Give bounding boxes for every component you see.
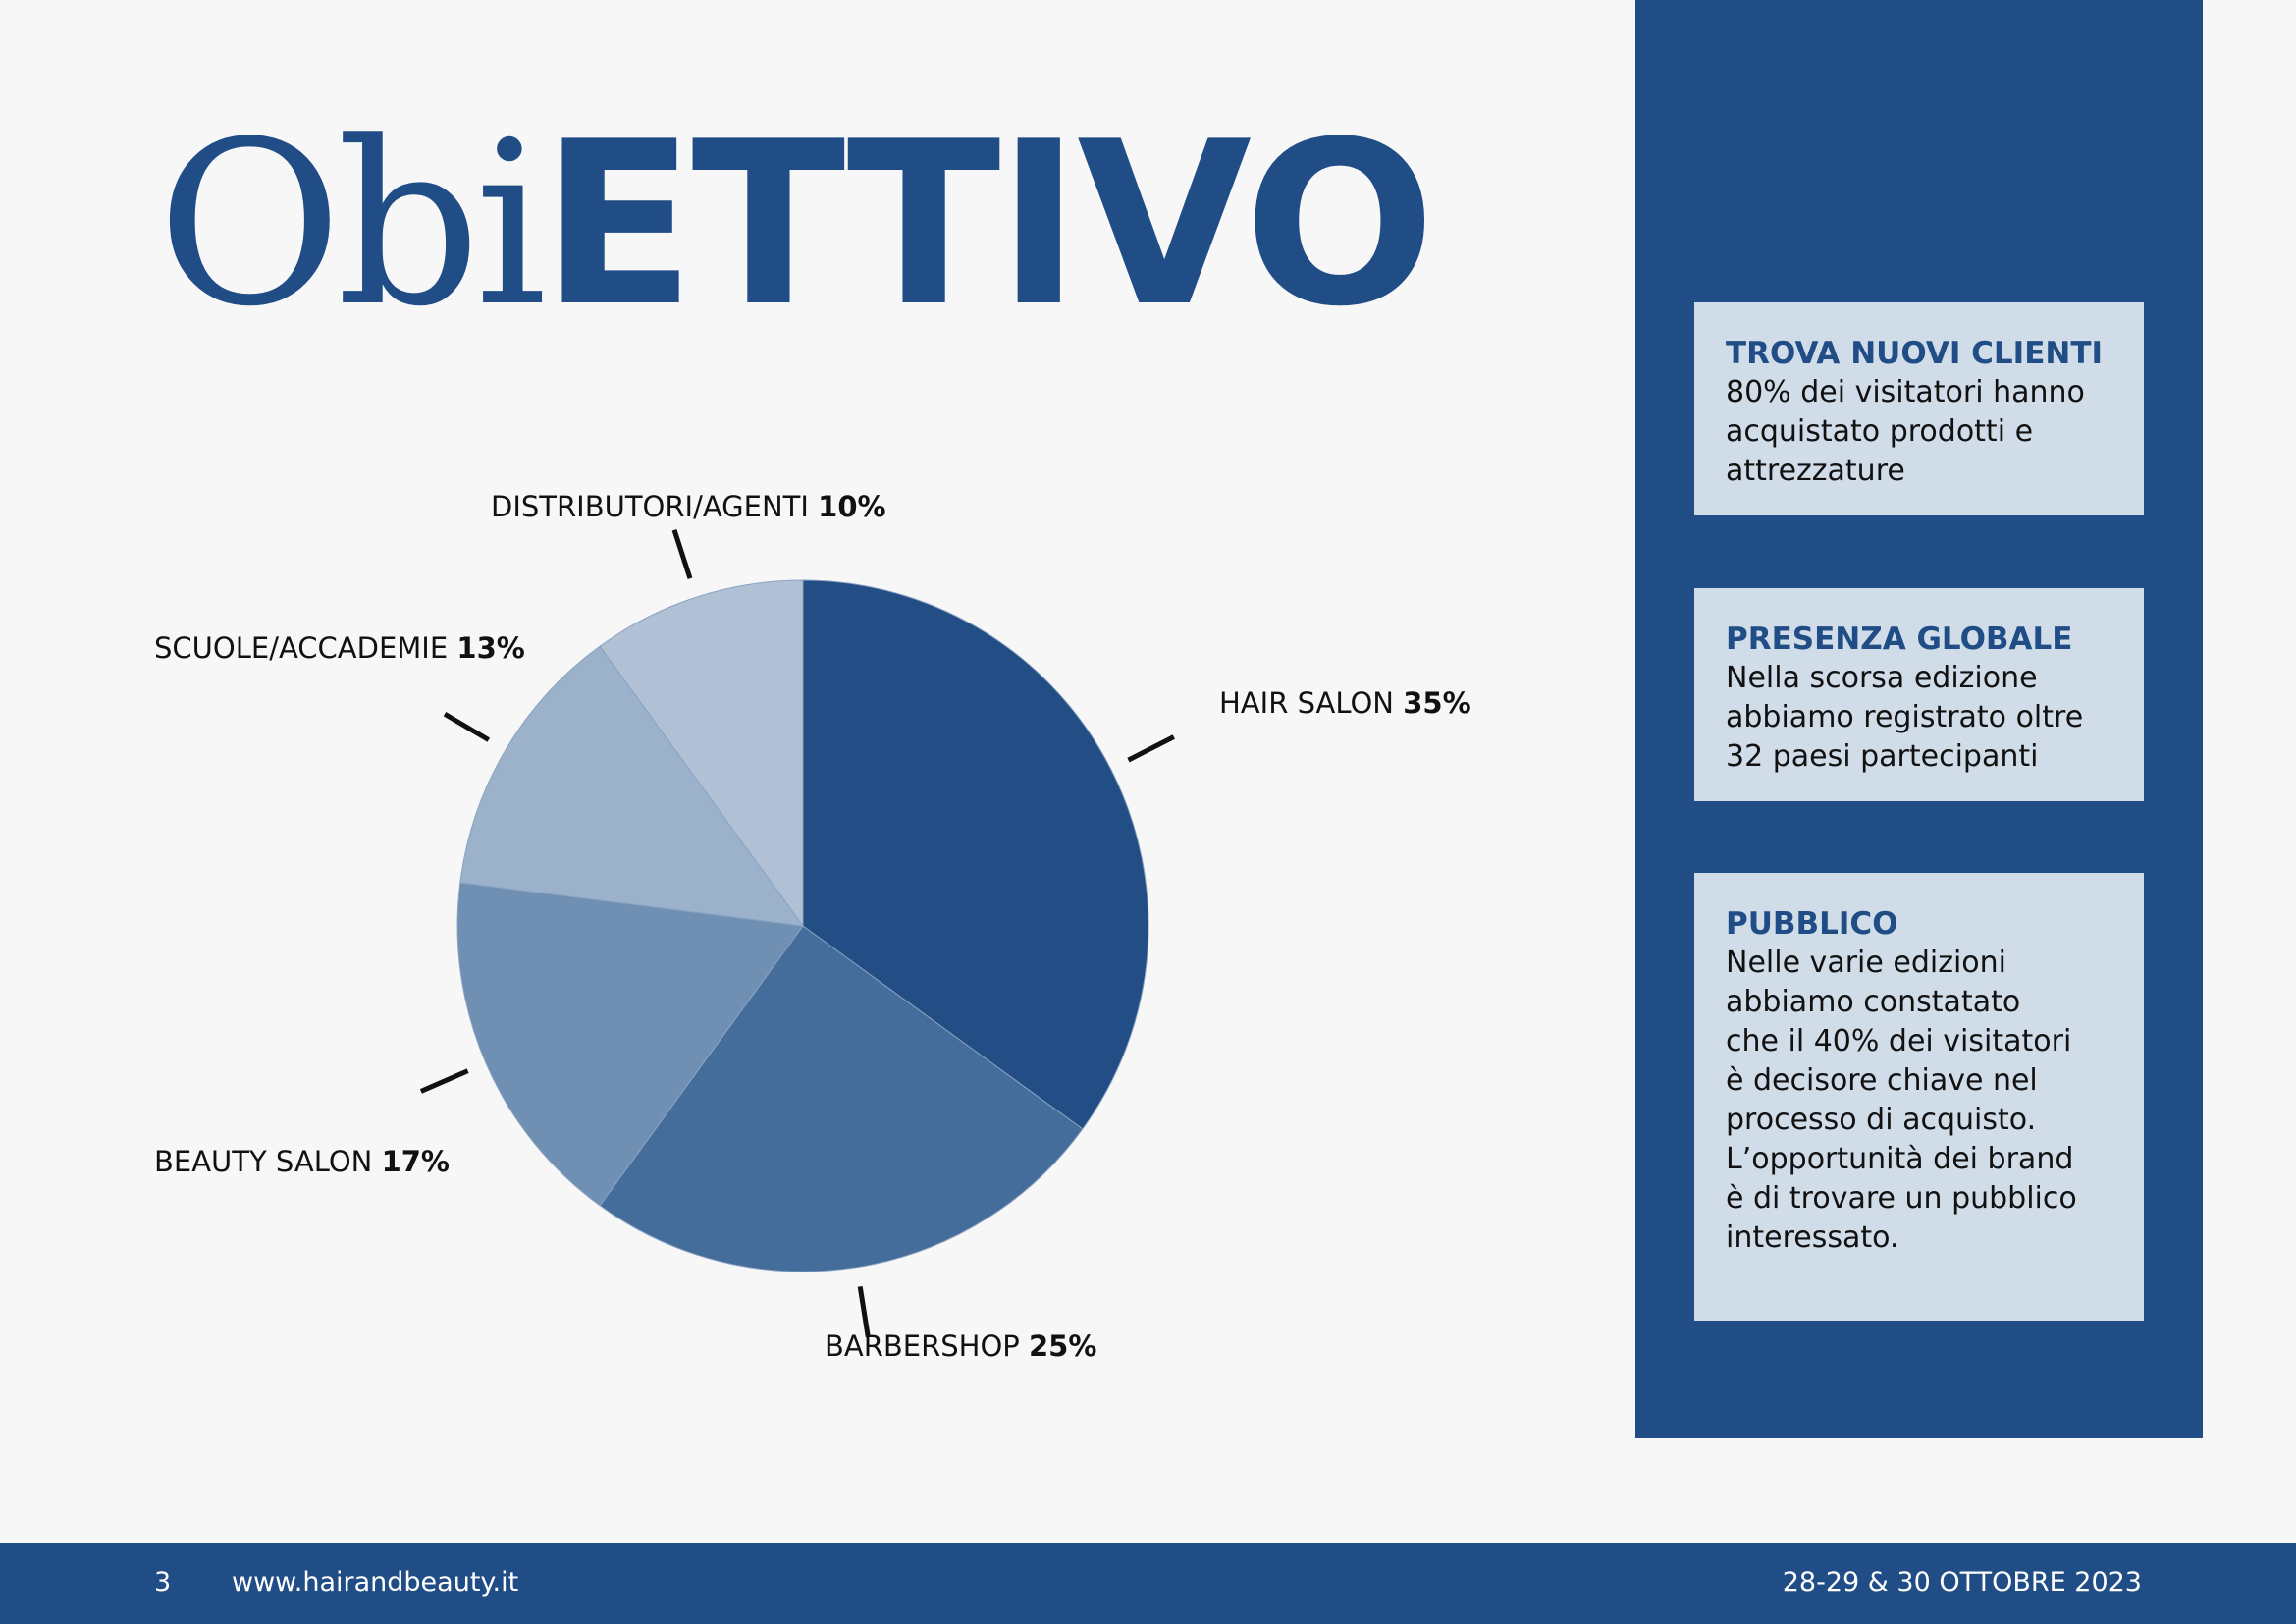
label-name: HAIR SALON [1219,686,1394,720]
leader-hair-salon [1129,737,1174,761]
label-pct: 10% [818,490,886,523]
card-title: PRESENZA GLOBALE [1726,622,2073,657]
leader-distributori-agenti [674,530,690,578]
label-pct: 17% [381,1145,450,1178]
label-hair-salon [1219,686,1471,720]
label-beauty-salon [154,1145,450,1178]
leader-beauty-salon [421,1071,468,1092]
label-name: BEAUTY SALON [154,1145,373,1178]
page-title-serif-part: Obi [157,94,542,356]
card-pubblico [1694,873,2144,1321]
sidebar-panel [1635,0,2203,1438]
label-name: BARBERSHOP [825,1329,1020,1363]
card-title: TROVA NUOVI CLIENTI [1726,336,2104,371]
page-number: 3 [154,1567,172,1597]
page-title-sans-part: ETTIVO [541,94,1432,356]
card-presenza-globale [1694,588,2144,801]
label-name: DISTRIBUTORI/AGENTI [491,490,809,523]
label-name: SCUOLE/ACCADEMIE [154,631,449,665]
label-pct: 35% [1403,686,1471,720]
leader-scuole-accademie [445,714,489,739]
label-pct: 13% [456,631,525,665]
label-scuole-accademie [154,631,525,665]
card-text: 80% dei visitatori hanno acquistato prodotti e attrezzature [1726,375,2085,488]
card-trova-nuovi-clienti [1694,302,2144,515]
label-barbershop [825,1329,1097,1363]
card-text: Nelle varie edizioni abbiamo constatato che il 40% dei visitatori è decisore chiave nel processo di acquisto. L’opportunità dei brand è di trovare un pubblico interessato. [1726,946,2077,1255]
website-link[interactable]: www.hairandbeauty.it [232,1567,519,1597]
label-pct: 25% [1029,1329,1097,1363]
event-dates: 28-29 & 30 OTTOBRE 2023 [1782,1567,2142,1597]
card-title: PUBBLICO [1726,906,1898,942]
card-text: Nella scorsa edizione abbiamo registrato oltre 32 paesi partecipanti [1726,661,2084,774]
footer-bar [0,1543,2296,1624]
label-distributori-agenti [491,490,886,523]
